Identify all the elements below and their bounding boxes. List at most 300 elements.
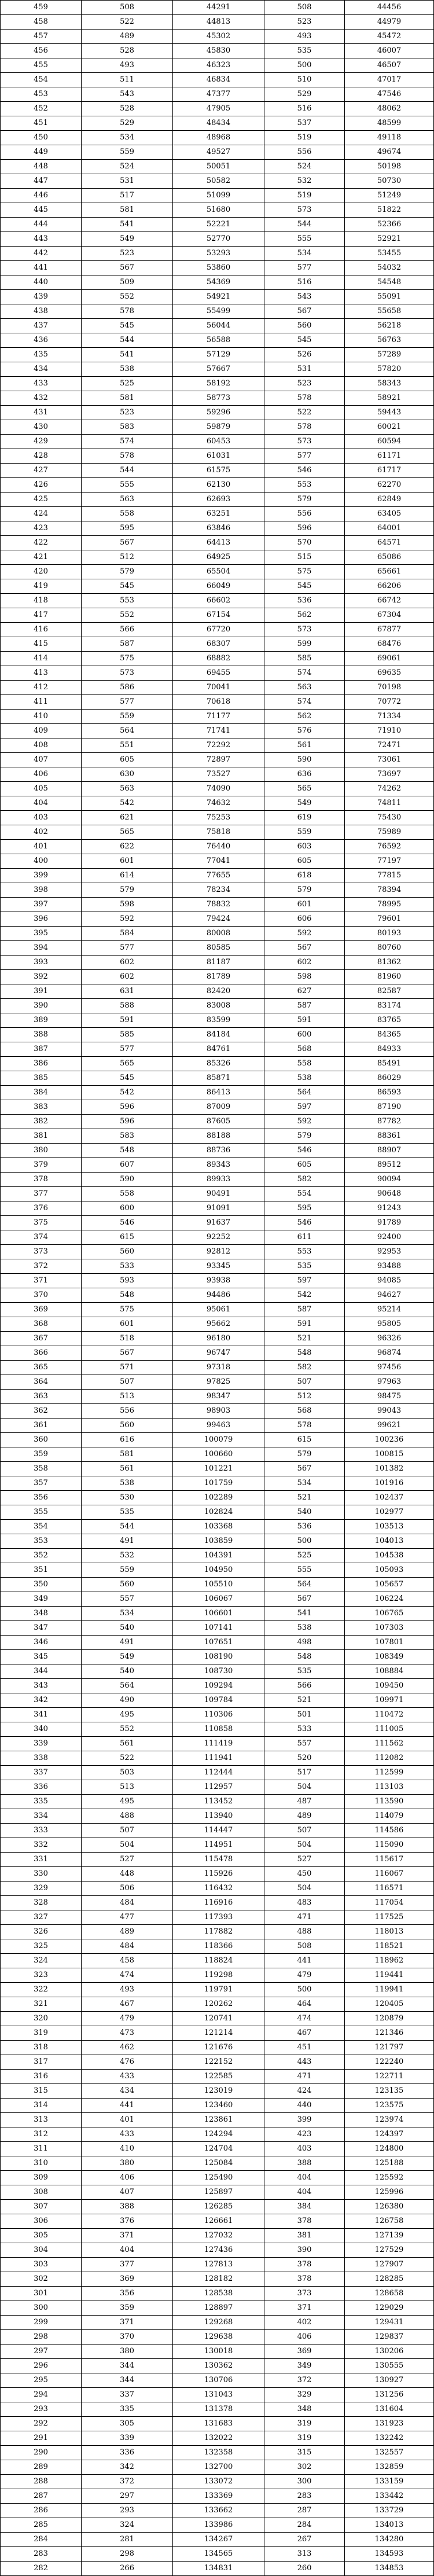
cumulative-b-cell: 114079: [345, 1809, 434, 1824]
cumulative-b-cell: 47546: [345, 87, 434, 102]
count-b-cell: 535: [264, 1664, 345, 1679]
table-row: [1, 1115, 434, 1129]
count-b-cell: 424: [264, 2084, 345, 2099]
score-cell: 311: [1, 2142, 82, 2156]
score-cell: 447: [1, 174, 82, 189]
table-row: [1, 869, 434, 883]
cumulative-b-cell: 130555: [345, 2359, 434, 2373]
score-cell: 314: [1, 2099, 82, 2113]
count-a-cell: 339: [82, 2431, 173, 2446]
cumulative-a-cell: 68882: [173, 652, 264, 666]
cumulative-a-cell: 56044: [173, 319, 264, 333]
count-a-cell: 573: [82, 666, 173, 681]
count-a-cell: 543: [82, 87, 173, 102]
cumulative-b-cell: 129029: [345, 2301, 434, 2316]
count-a-cell: 548: [82, 1288, 173, 1303]
cumulative-a-cell: 130706: [173, 2373, 264, 2388]
count-b-cell: 576: [264, 724, 345, 738]
score-cell: 308: [1, 2185, 82, 2200]
score-cell: 378: [1, 1173, 82, 1187]
cumulative-a-cell: 80585: [173, 941, 264, 956]
score-cell: 398: [1, 883, 82, 898]
table-row: [1, 681, 434, 695]
table-row: [1, 1968, 434, 1983]
score-cell: 403: [1, 811, 82, 825]
count-b-cell: 546: [264, 1144, 345, 1158]
table-row: [1, 1288, 434, 1303]
score-cell: 302: [1, 2272, 82, 2287]
cumulative-b-cell: 47017: [345, 73, 434, 87]
cumulative-b-cell: 97456: [345, 1361, 434, 1375]
count-b-cell: 443: [264, 2055, 345, 2070]
score-cell: 289: [1, 2460, 82, 2475]
count-b-cell: 606: [264, 912, 345, 927]
count-a-cell: 523: [82, 247, 173, 261]
table-row: [1, 2533, 434, 2547]
count-a-cell: 631: [82, 984, 173, 999]
cumulative-a-cell: 54921: [173, 290, 264, 304]
table-row: [1, 1708, 434, 1722]
cumulative-b-cell: 116067: [345, 1867, 434, 1882]
cumulative-a-cell: 57667: [173, 362, 264, 377]
cumulative-b-cell: 134853: [345, 2562, 434, 2576]
score-cell: 335: [1, 1795, 82, 1809]
cumulative-a-cell: 74090: [173, 782, 264, 796]
count-b-cell: 302: [264, 2460, 345, 2475]
table-row: [1, 2041, 434, 2055]
cumulative-a-cell: 131378: [173, 2402, 264, 2417]
count-a-cell: 590: [82, 1173, 173, 1187]
table-row: [1, 174, 434, 189]
count-b-cell: 479: [264, 1968, 345, 1983]
count-b-cell: 592: [264, 1115, 345, 1129]
score-cell: 283: [1, 2547, 82, 2562]
count-b-cell: 329: [264, 2388, 345, 2402]
cumulative-a-cell: 73527: [173, 767, 264, 782]
count-a-cell: 484: [82, 1896, 173, 1910]
cumulative-a-cell: 87009: [173, 1100, 264, 1115]
score-cell: 379: [1, 1158, 82, 1173]
table-row: [1, 1317, 434, 1332]
count-a-cell: 441: [82, 2099, 173, 2113]
table-row: [1, 1751, 434, 1766]
table-row: [1, 1867, 434, 1882]
cumulative-a-cell: 46834: [173, 73, 264, 87]
table-row: [1, 536, 434, 550]
table-row: [1, 2026, 434, 2041]
score-cell: 324: [1, 1954, 82, 1968]
count-b-cell: 592: [264, 927, 345, 941]
count-b-cell: 523: [264, 377, 345, 391]
table-row: [1, 319, 434, 333]
cumulative-a-cell: 91091: [173, 1201, 264, 1216]
cumulative-b-cell: 130927: [345, 2373, 434, 2388]
count-a-cell: 552: [82, 290, 173, 304]
table-row: [1, 738, 434, 753]
cumulative-b-cell: 101916: [345, 1476, 434, 1491]
table-row: [1, 1722, 434, 1737]
score-cell: 361: [1, 1419, 82, 1433]
count-a-cell: 563: [82, 493, 173, 507]
cumulative-a-cell: 125084: [173, 2156, 264, 2171]
cumulative-b-cell: 67304: [345, 608, 434, 623]
score-cell: 404: [1, 796, 82, 811]
count-b-cell: 515: [264, 550, 345, 565]
count-b-cell: 579: [264, 1129, 345, 1144]
cumulative-a-cell: 132358: [173, 2446, 264, 2460]
cumulative-a-cell: 112957: [173, 1780, 264, 1795]
cumulative-b-cell: 68476: [345, 637, 434, 652]
count-b-cell: 554: [264, 1187, 345, 1201]
count-b-cell: 508: [264, 1, 345, 15]
count-a-cell: 565: [82, 1057, 173, 1071]
cumulative-a-cell: 92812: [173, 1245, 264, 1259]
count-b-cell: 590: [264, 753, 345, 767]
cumulative-a-cell: 100079: [173, 1433, 264, 1447]
count-a-cell: 473: [82, 2026, 173, 2041]
cumulative-a-cell: 59296: [173, 406, 264, 420]
cumulative-b-cell: 46007: [345, 44, 434, 58]
count-a-cell: 509: [82, 275, 173, 290]
table-row: [1, 478, 434, 493]
count-b-cell: 533: [264, 1722, 345, 1737]
cumulative-a-cell: 67154: [173, 608, 264, 623]
count-b-cell: 553: [264, 478, 345, 493]
count-a-cell: 630: [82, 767, 173, 782]
score-cell: 420: [1, 565, 82, 579]
cumulative-b-cell: 91243: [345, 1201, 434, 1216]
score-cell: 427: [1, 464, 82, 478]
count-b-cell: 487: [264, 1795, 345, 1809]
score-cell: 360: [1, 1433, 82, 1447]
count-a-cell: 587: [82, 637, 173, 652]
count-a-cell: 578: [82, 304, 173, 319]
score-cell: 288: [1, 2475, 82, 2489]
count-b-cell: 578: [264, 1419, 345, 1433]
count-a-cell: 542: [82, 796, 173, 811]
cumulative-a-cell: 113452: [173, 1795, 264, 1809]
count-a-cell: 491: [82, 1534, 173, 1549]
count-a-cell: 596: [82, 1100, 173, 1115]
count-a-cell: 495: [82, 1708, 173, 1722]
cumulative-b-cell: 69635: [345, 666, 434, 681]
count-a-cell: 557: [82, 1592, 173, 1607]
count-b-cell: 605: [264, 854, 345, 869]
count-b-cell: 555: [264, 232, 345, 247]
table-row: [1, 927, 434, 941]
count-b-cell: 602: [264, 956, 345, 970]
score-cell: 437: [1, 319, 82, 333]
cumulative-a-cell: 121214: [173, 2026, 264, 2041]
cumulative-b-cell: 104013: [345, 1534, 434, 1549]
count-b-cell: 517: [264, 1766, 345, 1780]
score-cell: 333: [1, 1824, 82, 1838]
cumulative-a-cell: 50051: [173, 160, 264, 174]
count-b-cell: 577: [264, 261, 345, 275]
cumulative-b-cell: 109450: [345, 1679, 434, 1693]
count-b-cell: 522: [264, 406, 345, 420]
cumulative-a-cell: 120262: [173, 1997, 264, 2012]
table-row: [1, 102, 434, 116]
count-b-cell: 599: [264, 637, 345, 652]
table-row: [1, 1549, 434, 1563]
cumulative-a-cell: 62693: [173, 493, 264, 507]
cumulative-b-cell: 96326: [345, 1332, 434, 1346]
score-cell: 292: [1, 2417, 82, 2431]
count-b-cell: 582: [264, 1173, 345, 1187]
cumulative-a-cell: 116916: [173, 1896, 264, 1910]
cumulative-a-cell: 105510: [173, 1578, 264, 1592]
count-b-cell: 548: [264, 1650, 345, 1664]
count-a-cell: 344: [82, 2359, 173, 2373]
count-b-cell: 587: [264, 1303, 345, 1317]
table-row: [1, 1505, 434, 1520]
score-cell: 456: [1, 44, 82, 58]
score-cell: 295: [1, 2373, 82, 2388]
table-row: [1, 594, 434, 608]
score-cell: 315: [1, 2084, 82, 2099]
cumulative-b-cell: 77815: [345, 869, 434, 883]
cumulative-a-cell: 97825: [173, 1375, 264, 1390]
count-a-cell: 581: [82, 1447, 173, 1462]
score-cell: 433: [1, 377, 82, 391]
table-row: [1, 1693, 434, 1708]
cumulative-a-cell: 74632: [173, 796, 264, 811]
table-row: [1, 1433, 434, 1447]
cumulative-a-cell: 72897: [173, 753, 264, 767]
cumulative-b-cell: 104538: [345, 1549, 434, 1563]
table-row: [1, 2185, 434, 2200]
cumulative-b-cell: 52921: [345, 232, 434, 247]
table-row: [1, 1042, 434, 1057]
cumulative-a-cell: 107141: [173, 1621, 264, 1636]
cumulative-b-cell: 93488: [345, 1259, 434, 1274]
cumulative-a-cell: 86413: [173, 1086, 264, 1100]
cumulative-a-cell: 130362: [173, 2359, 264, 2373]
score-cell: 384: [1, 1086, 82, 1100]
cumulative-a-cell: 101221: [173, 1462, 264, 1476]
cumulative-a-cell: 116432: [173, 1882, 264, 1896]
cumulative-b-cell: 120879: [345, 2012, 434, 2026]
count-a-cell: 564: [82, 724, 173, 738]
cumulative-a-cell: 93938: [173, 1274, 264, 1288]
cumulative-b-cell: 133442: [345, 2489, 434, 2504]
cumulative-a-cell: 123019: [173, 2084, 264, 2099]
cumulative-a-cell: 109294: [173, 1679, 264, 1693]
count-a-cell: 575: [82, 1303, 173, 1317]
table-row: [1, 2402, 434, 2417]
cumulative-a-cell: 106067: [173, 1592, 264, 1607]
table-row: [1, 1795, 434, 1809]
cumulative-a-cell: 133986: [173, 2518, 264, 2533]
table-row: [1, 2431, 434, 2446]
count-b-cell: 573: [264, 623, 345, 637]
cumulative-b-cell: 81960: [345, 970, 434, 984]
score-cell: 409: [1, 724, 82, 738]
table-row: [1, 1158, 434, 1173]
count-a-cell: 490: [82, 1693, 173, 1708]
table-row: [1, 493, 434, 507]
count-a-cell: 602: [82, 956, 173, 970]
cumulative-a-cell: 50582: [173, 174, 264, 189]
count-a-cell: 535: [82, 1505, 173, 1520]
count-a-cell: 336: [82, 2446, 173, 2460]
cumulative-b-cell: 110472: [345, 1708, 434, 1722]
score-cell: 428: [1, 449, 82, 464]
cumulative-b-cell: 116571: [345, 1882, 434, 1896]
cumulative-a-cell: 92252: [173, 1230, 264, 1245]
count-b-cell: 512: [264, 1390, 345, 1404]
cumulative-a-cell: 45302: [173, 30, 264, 44]
table-row: [1, 1824, 434, 1838]
score-cell: 419: [1, 579, 82, 594]
count-b-cell: 406: [264, 2330, 345, 2345]
cumulative-b-cell: 62849: [345, 493, 434, 507]
cumulative-b-cell: 71334: [345, 710, 434, 724]
count-a-cell: 584: [82, 927, 173, 941]
cumulative-b-cell: 91789: [345, 1216, 434, 1230]
score-cell: 298: [1, 2330, 82, 2345]
count-a-cell: 342: [82, 2460, 173, 2475]
score-cell: 347: [1, 1621, 82, 1636]
cumulative-b-cell: 83174: [345, 999, 434, 1013]
cumulative-b-cell: 51822: [345, 203, 434, 218]
cumulative-a-cell: 96180: [173, 1332, 264, 1346]
score-cell: 285: [1, 2518, 82, 2533]
count-a-cell: 474: [82, 1968, 173, 1983]
count-a-cell: 512: [82, 550, 173, 565]
cumulative-b-cell: 115617: [345, 1853, 434, 1867]
score-cell: 385: [1, 1071, 82, 1086]
score-cell: 430: [1, 420, 82, 435]
cumulative-b-cell: 132557: [345, 2446, 434, 2460]
count-a-cell: 564: [82, 1679, 173, 1693]
count-a-cell: 542: [82, 1086, 173, 1100]
count-a-cell: 479: [82, 2012, 173, 2026]
cumulative-a-cell: 56588: [173, 333, 264, 348]
count-a-cell: 266: [82, 2562, 173, 2576]
cumulative-b-cell: 121797: [345, 2041, 434, 2055]
score-cell: 313: [1, 2113, 82, 2127]
cumulative-a-cell: 95061: [173, 1303, 264, 1317]
score-cell: 410: [1, 710, 82, 724]
table-row: [1, 2113, 434, 2127]
cumulative-b-cell: 48599: [345, 116, 434, 131]
count-b-cell: 440: [264, 2099, 345, 2113]
score-cell: 434: [1, 362, 82, 377]
table-row: [1, 1476, 434, 1491]
score-cell: 359: [1, 1447, 82, 1462]
table-row: [1, 377, 434, 391]
score-cell: 450: [1, 131, 82, 145]
count-a-cell: 544: [82, 464, 173, 478]
cumulative-b-cell: 120405: [345, 1997, 434, 2012]
cumulative-b-cell: 108349: [345, 1650, 434, 1664]
count-b-cell: 315: [264, 2446, 345, 2460]
cumulative-a-cell: 64413: [173, 536, 264, 550]
count-b-cell: 319: [264, 2417, 345, 2431]
cumulative-b-cell: 111562: [345, 1737, 434, 1751]
cumulative-a-cell: 124294: [173, 2127, 264, 2142]
table-row: [1, 2359, 434, 2373]
score-cell: 306: [1, 2214, 82, 2229]
score-cell: 441: [1, 261, 82, 275]
score-cell: 376: [1, 1201, 82, 1216]
score-cell: 299: [1, 2316, 82, 2330]
count-b-cell: 532: [264, 174, 345, 189]
count-b-cell: 574: [264, 666, 345, 681]
cumulative-a-cell: 111419: [173, 1737, 264, 1751]
score-cell: 284: [1, 2533, 82, 2547]
score-cell: 401: [1, 840, 82, 854]
cumulative-b-cell: 61717: [345, 464, 434, 478]
cumulative-a-cell: 109784: [173, 1693, 264, 1708]
count-a-cell: 380: [82, 2156, 173, 2171]
table-row: [1, 420, 434, 435]
count-a-cell: 433: [82, 2127, 173, 2142]
score-cell: 300: [1, 2301, 82, 2316]
score-cell: 282: [1, 2562, 82, 2576]
cumulative-a-cell: 128182: [173, 2272, 264, 2287]
cumulative-a-cell: 122585: [173, 2070, 264, 2084]
count-a-cell: 549: [82, 232, 173, 247]
cumulative-b-cell: 131256: [345, 2388, 434, 2402]
table-row: [1, 1346, 434, 1361]
count-b-cell: 384: [264, 2200, 345, 2214]
cumulative-b-cell: 134280: [345, 2533, 434, 2547]
cumulative-b-cell: 90094: [345, 1173, 434, 1187]
score-cell: 412: [1, 681, 82, 695]
count-a-cell: 371: [82, 2316, 173, 2330]
count-a-cell: 588: [82, 999, 173, 1013]
cumulative-b-cell: 107801: [345, 1636, 434, 1650]
table-row: [1, 999, 434, 1013]
cumulative-a-cell: 59879: [173, 420, 264, 435]
score-cell: 343: [1, 1679, 82, 1693]
cumulative-b-cell: 100236: [345, 1433, 434, 1447]
cumulative-b-cell: 50730: [345, 174, 434, 189]
score-cell: 374: [1, 1230, 82, 1245]
count-b-cell: 423: [264, 2127, 345, 2142]
count-a-cell: 601: [82, 854, 173, 869]
cumulative-a-cell: 47377: [173, 87, 264, 102]
count-a-cell: 579: [82, 565, 173, 579]
count-a-cell: 558: [82, 507, 173, 521]
count-b-cell: 531: [264, 362, 345, 377]
cumulative-a-cell: 94486: [173, 1288, 264, 1303]
count-a-cell: 529: [82, 116, 173, 131]
cumulative-b-cell: 48062: [345, 102, 434, 116]
table-row: [1, 1954, 434, 1968]
table-row: [1, 1983, 434, 1997]
table-row: [1, 2099, 434, 2113]
score-cell: 440: [1, 275, 82, 290]
table-row: [1, 1650, 434, 1664]
cumulative-a-cell: 89933: [173, 1173, 264, 1187]
table-row: [1, 2258, 434, 2272]
cumulative-a-cell: 61031: [173, 449, 264, 464]
count-b-cell: 545: [264, 333, 345, 348]
score-cell: 317: [1, 2055, 82, 2070]
count-a-cell: 525: [82, 377, 173, 391]
count-a-cell: 598: [82, 898, 173, 912]
count-a-cell: 530: [82, 1491, 173, 1505]
count-a-cell: 565: [82, 825, 173, 840]
count-b-cell: 567: [264, 1592, 345, 1607]
cumulative-b-cell: 108884: [345, 1664, 434, 1679]
score-cell: 402: [1, 825, 82, 840]
cumulative-a-cell: 80008: [173, 927, 264, 941]
